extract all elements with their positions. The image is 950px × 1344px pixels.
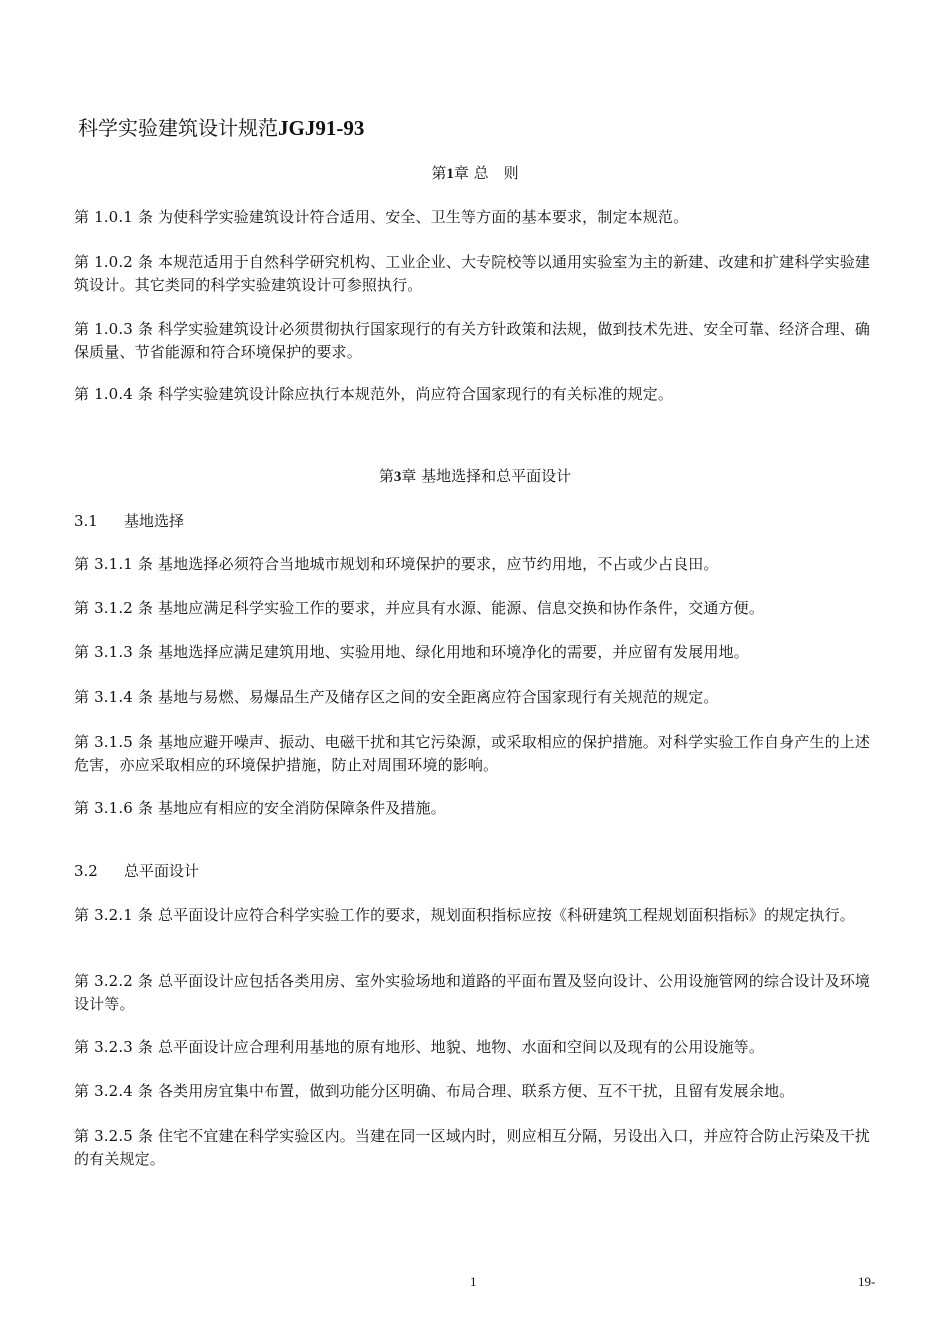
chapter-number: 1 (446, 166, 454, 182)
document-title-text: 科学实验建筑设计规范 (78, 116, 278, 140)
section-number: 3.2 (74, 862, 98, 880)
chapter-prefix: 第 (378, 467, 394, 485)
chapter-title: 章 基地选择和总平面设计 (401, 467, 572, 485)
clause-3-2-5: 第 3.2.5 条 住宅不宜建在科学实验区内。当建在同一区域内时，则应相互分隔，另设出入口，并应符合防止污染及干扰的有关规定。 (74, 1127, 871, 1168)
chapter-title: 章 总 则 (453, 164, 519, 182)
section-number: 3.1 (74, 512, 98, 530)
section-title: 基地选择 (124, 512, 185, 530)
page-number: 1 (470, 1274, 477, 1289)
clause-3-1-4: 第 3.1.4 条 基地与易燃、易爆品生产及储存区之间的安全距离应符合国家现行有关规范的规定。 (74, 688, 719, 706)
clause-1-0-3: 第 1.0.3 条 科学实验建筑设计必须贯彻执行国家现行的有关方针政策和法规，做到技术先进、安全可靠、经济合理、确保质量、节省能源和符合环境保护的要求。 (74, 320, 871, 361)
chapter-3-heading (0, 465, 950, 488)
chapter-prefix: 第 (431, 164, 447, 182)
chapter-1-heading (0, 162, 950, 185)
clause-1-0-2: 第 1.0.2 条 本规范适用于自然科学研究机构、工业企业、大专院校等以通用实验室为主的新建、改建和扩建科学实验建筑设计。其它类同的科学实验建筑设计可参照执行。 (74, 253, 871, 294)
page-footer-mark: 19- (858, 1274, 876, 1289)
clause-1-0-4: 第 1.0.4 条 科学实验建筑设计除应执行本规范外，尚应符合国家现行的有关标准的规定。 (74, 385, 674, 403)
clause-3-2-2: 第 3.2.2 条 总平面设计应包括各类用房、室外实验场地和道路的平面布置及竖向设计、公用设施管网的综合设计及环境设计等。 (74, 972, 871, 1013)
section-3-1-heading (74, 510, 184, 533)
clause-3-1-3: 第 3.1.3 条 基地选择应满足建筑用地、实验用地、绿化用地和环境净化的需要，并应留有发展用地。 (74, 643, 749, 661)
document-code: JGJ91-93 (278, 116, 365, 140)
clause-3-2-1: 第 3.2.1 条 总平面设计应符合科学实验工作的要求，规划面积指标应按《科研建筑工程规划面积指标》的规定执行。 (74, 906, 855, 924)
clause-3-1-5: 第 3.1.5 条 基地应避开噪声、振动、电磁干扰和其它污染源，或采取相应的保护措施。对科学实验工作自身产生的上述危害，亦应采取相应的环境保护措施，防止对周围环境的影响。 (74, 733, 871, 774)
clause-3-1-1: 第 3.1.1 条 基地选择必须符合当地城市规划和环境保护的要求，应节约用地，不占或少占良田。 (74, 555, 719, 573)
section-3-2-heading (74, 860, 199, 883)
clause-3-2-3: 第 3.2.3 条 总平面设计应合理利用基地的原有地形、地貌、地物、水面和空间以及现有的公用设施等。 (74, 1038, 764, 1056)
clause-3-1-6: 第 3.1.6 条 基地应有相应的安全消防保障条件及措施。 (74, 799, 446, 817)
document-title (78, 114, 364, 142)
section-title: 总平面设计 (124, 862, 200, 880)
clause-3-1-2: 第 3.1.2 条 基地应满足科学实验工作的要求，并应具有水源、能源、信息交换和协作条件，交通方便。 (74, 599, 764, 617)
chapter-number: 3 (393, 469, 402, 485)
clause-3-2-4: 第 3.2.4 条 各类用房宜集中布置，做到功能分区明确、布局合理、联系方便、互不干扰，且留有发展余地。 (74, 1082, 795, 1100)
clause-1-0-1: 第 1.0.1 条 为使科学实验建筑设计符合适用、安全、卫生等方面的基本要求，制定本规范。 (74, 208, 689, 226)
